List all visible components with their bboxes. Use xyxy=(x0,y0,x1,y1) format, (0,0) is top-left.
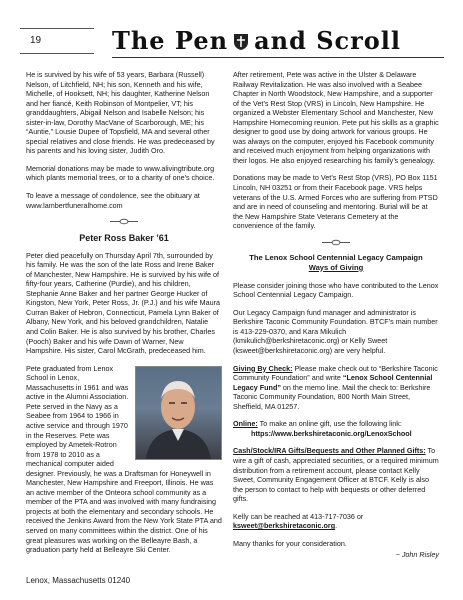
portrait-photo xyxy=(135,366,222,460)
campaign-heading-subtitle: Ways of Giving xyxy=(308,262,364,272)
campaign-intro: Please consider joining those who have contributed to the Lenox School Centennial Legacy Campaign. xyxy=(233,280,439,300)
check-label: Giving By Check: xyxy=(233,363,293,373)
giving-by-check xyxy=(233,364,439,412)
memorial-paragraph: Memorial donations may be made to www.alivingtribute.org which plants memorial trees, or to a charity of one's choice. xyxy=(26,163,215,183)
left-column xyxy=(26,70,222,563)
check-text-2: on the memo line. Mail the check to: Berkshire Taconic Community Foundation, 800 North Main Street, Sheffield, MA 01257. xyxy=(233,382,431,411)
kelly-text: Kelly can be reached at 413-717-7036 or xyxy=(233,511,364,521)
donations-paragraph: Donations may be made to Vet’s Rest Stop (VRS), PO Box 1151 Lincoln, NH 03251 or from their Facebook page. VRS helps veterans of the U.S. Armed Forces who are suffering from PTSD and are in need of counseling and mentoring. Burial will be at the New Hampshire State Veterans Cemetery at the convenience of the family. xyxy=(233,173,438,231)
check-text: Please make check out to “Berkshire Taconic Community Foundation” and write xyxy=(233,363,438,383)
survivors-paragraph: He is survived by his wife of 53 years, Barbara (Russell) Nelson, of Litchfield, NH; his son, Kenneth and his wife, Michelle, of Hooksett, NH; his daughter, Katherine Nelson and her fiancé, Keith Robinson of Montpelier, VT; his granddaughters, Abigail Nelson and Isabelle Nelson; his sister-in-law, Dorothy MacVane of Scarborough, ME; his “Auntie,” Lousie Dupee of Topsfield, MA and several other special relatives and close friends. He was predeceased by his parents and his loving sister, Judith Oro. xyxy=(26,70,215,156)
check-fund-name: “Lenox School Centennial Legacy Fund” xyxy=(233,373,433,392)
masthead-right: and Scroll xyxy=(254,26,402,55)
online-text: To make an online gift, use the following link: xyxy=(257,419,402,429)
page-number: 19 xyxy=(30,35,42,46)
career-paragraph: Pete graduated from Lenox School in Lenox, Massachusetts in 1961 and was active in the Alumni Association. Pete served in the Navy as a Seabee from 1964 to 1966 in active service and through 1970 in the Reserves. Pete was employed by Ametek-Rotron from 1978 to 2010 as a mechanical computer aided designer. Previously, he was a Draftsman for Honeywell in Manchester, New Hampshire and Freeport, Illinois. He was an active member of the Onteora school community as a member of the PTA and was involved with many fundraising projects at both the elementary and secondary schools. He received the Jenkins Award from the New York State PTA and served on many committees within the district. One of his great pleasures was working on the Belleayre Bash, a graduation party held at Belleayre Ski Center. xyxy=(26,363,222,555)
kelly-contact xyxy=(233,512,439,531)
online-label: Online: xyxy=(233,419,258,429)
campaign-heading-title: The Lenox School Centennial Legacy Campaign xyxy=(249,252,423,262)
page-number-box xyxy=(20,28,94,54)
signature: ~ John Risley xyxy=(395,550,439,560)
retirement-paragraph: After retirement, Pete was active in the Ulster & Delaware Railway Revitalization. He was also involved with a Seabee Chapter in North Woodstock, New Hampshire, and a supporter of the Vet’s Rest Stop (VRS) in Lincoln, New Hampshire. He organized a Webster Elementary School and Manchester, New Hampshire Homecoming reunion. Pete put his skills as a graphic designer to good use by doing artwork for various groups. He was always on the computer, enjoyed his Facebook community and received much enjoyment from helping organizations with their logos. He also enjoyed researching his family’s genealogy. xyxy=(233,70,439,165)
masthead-left: The Pen xyxy=(112,26,229,55)
online-giving xyxy=(233,419,439,438)
ornament-divider xyxy=(26,218,222,226)
fund-manager-paragraph: Our Legacy Campaign fund manager and administrator is Berkshire Taconic Community Foundation. BTCF’s main number is 413-229-0370, and Kara Mikulich (kmikulich@berkshiretaconic.org) or Kelly Sweet (ksweet@berkshiretaconic.org) are very helpful. xyxy=(233,307,438,356)
condolence-paragraph: To leave a message of condolence, see the obituary at www.lambertfuneralhome.com xyxy=(26,191,200,210)
planned-gifts-text: To wire a gift of cash, appreciated securities, or a required minimum distribution from a retirement account, please contact Kelly Sweet, Community Engagement Officer at BTCF. Kelly is also the person to contact to help with bequests or other deferred gifts. xyxy=(233,446,439,504)
kelly-end: . xyxy=(335,521,338,531)
masthead xyxy=(112,24,444,62)
planned-gifts xyxy=(233,446,439,503)
campaign-heading xyxy=(233,253,439,273)
obituary-heading: Peter Ross Baker ’61 xyxy=(79,233,169,244)
page-header xyxy=(20,24,444,64)
masthead-rule xyxy=(112,57,444,58)
obituary-paragraph: Peter died peacefully on Thursday April 7th, surrounded by his family. He was the son of the late Ross and Irene Baker of Manchester, New Hampshire. He is survived by his wife of fifty-four years, Catherine (Purdie), and his children, Stephanie Anne Baker and her partner George Hucker of Kingston, New York, Peter Ross, Jr. (P.J.) and his wife Maura Curran Baker of Hebron, Connecticut, Pamela Lynn Baker of Albany, New York, and his beloved grandchildren, Natalie and Colin Baker. He is also survived by his brother, Charles (Pooch) Baker and his wife Dawn of Warner, New Hampshire. His sister, Carol McGrath, predeceased him. xyxy=(26,250,221,356)
right-column xyxy=(233,70,439,560)
ornament-divider xyxy=(233,239,439,247)
kelly-email-link[interactable]: ksweet@berkshiretaconic.org xyxy=(233,521,336,531)
crest-icon xyxy=(233,28,249,46)
online-link[interactable]: https://www.berkshiretaconic.org/LenoxSchool xyxy=(251,428,412,438)
thanks-line: Many thanks for your consideration. xyxy=(233,538,347,548)
masthead-title xyxy=(112,26,401,55)
footer-address: Lenox, Massachusetts 01240 xyxy=(26,576,131,585)
planned-gifts-label: Cash/Stock/IRA Gifts/Bequests and Other Planned Gifts: xyxy=(233,446,426,456)
